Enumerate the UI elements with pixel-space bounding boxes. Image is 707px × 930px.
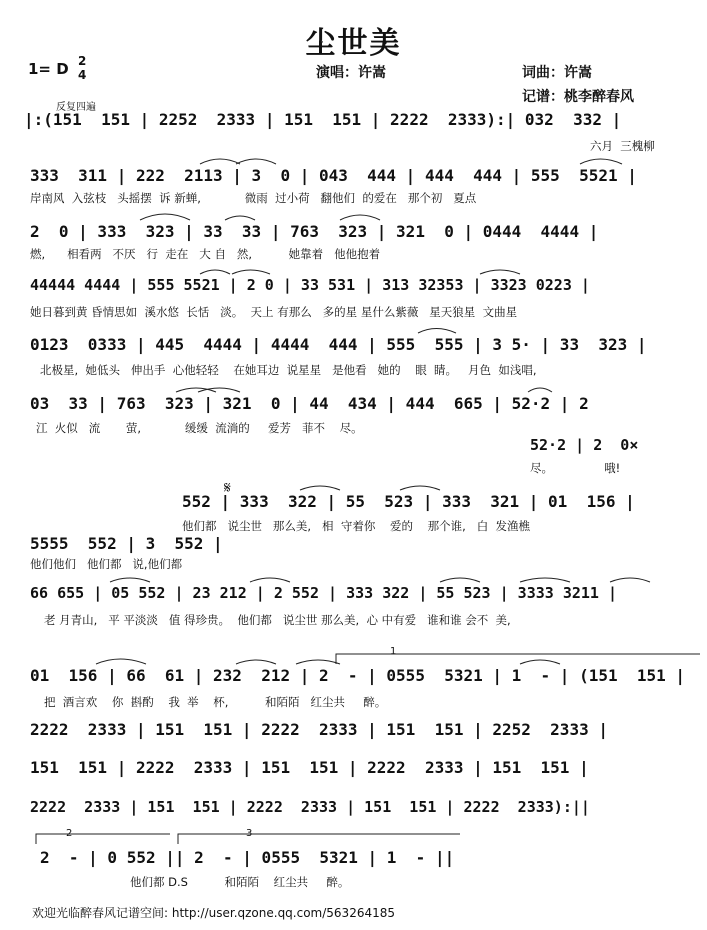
notation-row: 2 - | 0 552 || 2 - | 0555 5321 | 1 - || <box>40 848 455 867</box>
slur-mark <box>236 159 276 164</box>
slur-mark <box>250 578 290 582</box>
volta-number: 2 <box>66 828 73 839</box>
notation-row: 2222 2333 | 151 151 | 2222 2333 | 151 151 | 2252 2333 | <box>30 720 608 739</box>
key-signature: 1= D <box>28 60 69 78</box>
slur-mark <box>418 329 456 334</box>
volta-number: 1 <box>390 646 397 657</box>
footer-text: 欢迎光临醉春风记谱空间: http://user.qzone.qq.com/563264185 <box>32 906 396 920</box>
slur-mark <box>225 216 255 220</box>
lyric-row: 她日暮到黄 昏情思如 溪水悠 长恬 淡。 天上 有那么 多的星 星什么紫薇 星天狼星 文曲星 <box>30 305 518 319</box>
slur-mark <box>110 578 150 582</box>
notation-row: |:(151 151 | 2252 2333 | 151 151 | 2222 2333):| 032 332 | <box>24 110 622 129</box>
slur-mark <box>232 270 270 274</box>
lyric-row: 北极星, 她低头 伸出手 心他轻轻 在她耳边 说星星 是他看 她的 眼 睛。 月色 如浅唱, <box>40 363 537 377</box>
slur-mark <box>520 578 570 582</box>
lyric-row: 老 月青山, 平 平淡淡 值 得珍贵。 他们都 说尘世 那么美, 心 中有爱 谁和谁 会不 美, <box>44 613 511 627</box>
repeat-label: 反复四遍 <box>56 102 96 113</box>
slur-mark <box>140 214 190 220</box>
slur-mark <box>96 659 146 664</box>
notation-row: 5555 552 | 3 552 | <box>30 534 223 553</box>
notation-row: 0123 0333 | 445 4444 | 4444 444 | 555 555 | 3 5· | 33 323 | <box>30 335 647 354</box>
notation-row: 2 0 | 333 323 | 33 33 | 763 323 | 321 0 | 0444 4444 | <box>30 222 599 241</box>
notation-row: 2222 2333 | 151 151 | 2222 2333 | 151 151 | 2222 2333):|| <box>30 798 590 816</box>
slur-mark <box>480 270 520 274</box>
notation-row: 66 655 | 05 552 | 23 212 | 2 552 | 333 322 | 55 523 | 3333 3211 | <box>30 584 617 602</box>
notation-row: 01 156 | 66 61 | 232 212 | 2 - | 0555 5321 | 1 - | (151 151 | <box>30 666 686 685</box>
notation-row: 44444 4444 | 555 5521 | 2 0 | 33 531 | 313 32353 | 3323 0223 | <box>30 276 590 294</box>
lyric-row: 尽。 哦! <box>530 461 621 475</box>
lyric-row: 他们都 说尘世 那么美, 相 守着你 爱的 那个谁, 白 发渔樵 <box>182 519 531 533</box>
volta-number: 3 <box>246 828 253 839</box>
lyric-row: 六月 三槐柳 <box>590 139 655 153</box>
song-title: 尘世美 <box>305 26 402 61</box>
slur-mark <box>300 486 340 490</box>
volta-bracket <box>36 834 170 844</box>
lyric-row: 他们都 D.S 和陌陌 红尘共 醉。 <box>130 875 350 889</box>
slur-mark <box>340 215 380 220</box>
slur-mark <box>236 660 276 664</box>
slur-mark <box>200 159 240 164</box>
volta-bracket <box>336 654 700 664</box>
lyric-row: 他们他们 他们都 说,他们都 <box>30 557 183 571</box>
lyric-row: 燃, 相看两 不厌 行 走在 大 自 然, 她靠着 他他抱着 <box>30 247 381 261</box>
slur-mark <box>610 578 650 582</box>
notation-row: 52·2 | 2 0× <box>530 436 639 454</box>
slur-mark <box>520 660 560 664</box>
lyric-row: 江 火似 流 萤, 缓缓 流淌的 爱芳 菲不 尽。 <box>36 421 363 435</box>
notation-row: 03 33 | 763 323 | 321 0 | 44 434 | 444 665 | 52·2 | 2 <box>30 394 589 413</box>
notation-row: 333 311 | 222 2113 | 3 0 | 043 444 | 444 444 | 555 5521 | <box>30 166 637 185</box>
lyric-row: 岸南风 入弦枝 头摇摆 诉 新蝉, 微雨 过小荷 翻他们 的爱在 那个初 夏点 <box>30 191 477 205</box>
volta-bracket <box>178 834 460 844</box>
slur-mark <box>200 270 230 274</box>
transcriber-credit: 记谱：桃李醉春风 <box>522 89 634 105</box>
notation-row: 151 151 | 2222 2333 | 151 151 | 2222 2333 | 151 151 | <box>30 758 589 777</box>
notation-row: 552 | 333 322 | 55 523 | 333 321 | 01 156 | <box>182 492 635 511</box>
slur-mark <box>580 159 622 164</box>
slur-mark <box>440 578 480 582</box>
segno-mark: 𝄋 <box>224 478 231 497</box>
slur-mark <box>296 660 340 664</box>
slur-mark <box>528 388 552 392</box>
composer-credit: 词曲：许嵩 <box>522 65 592 81</box>
lyric-row: 把 酒言欢 你 斟酌 我 举 杯, 和陌陌 红尘共 醉。 <box>44 695 387 709</box>
singer-credit: 演唱：许嵩 <box>316 65 386 81</box>
slur-mark <box>400 486 440 490</box>
time-signature-bottom: 4 <box>78 68 87 82</box>
time-signature-top: 2 <box>78 54 87 68</box>
